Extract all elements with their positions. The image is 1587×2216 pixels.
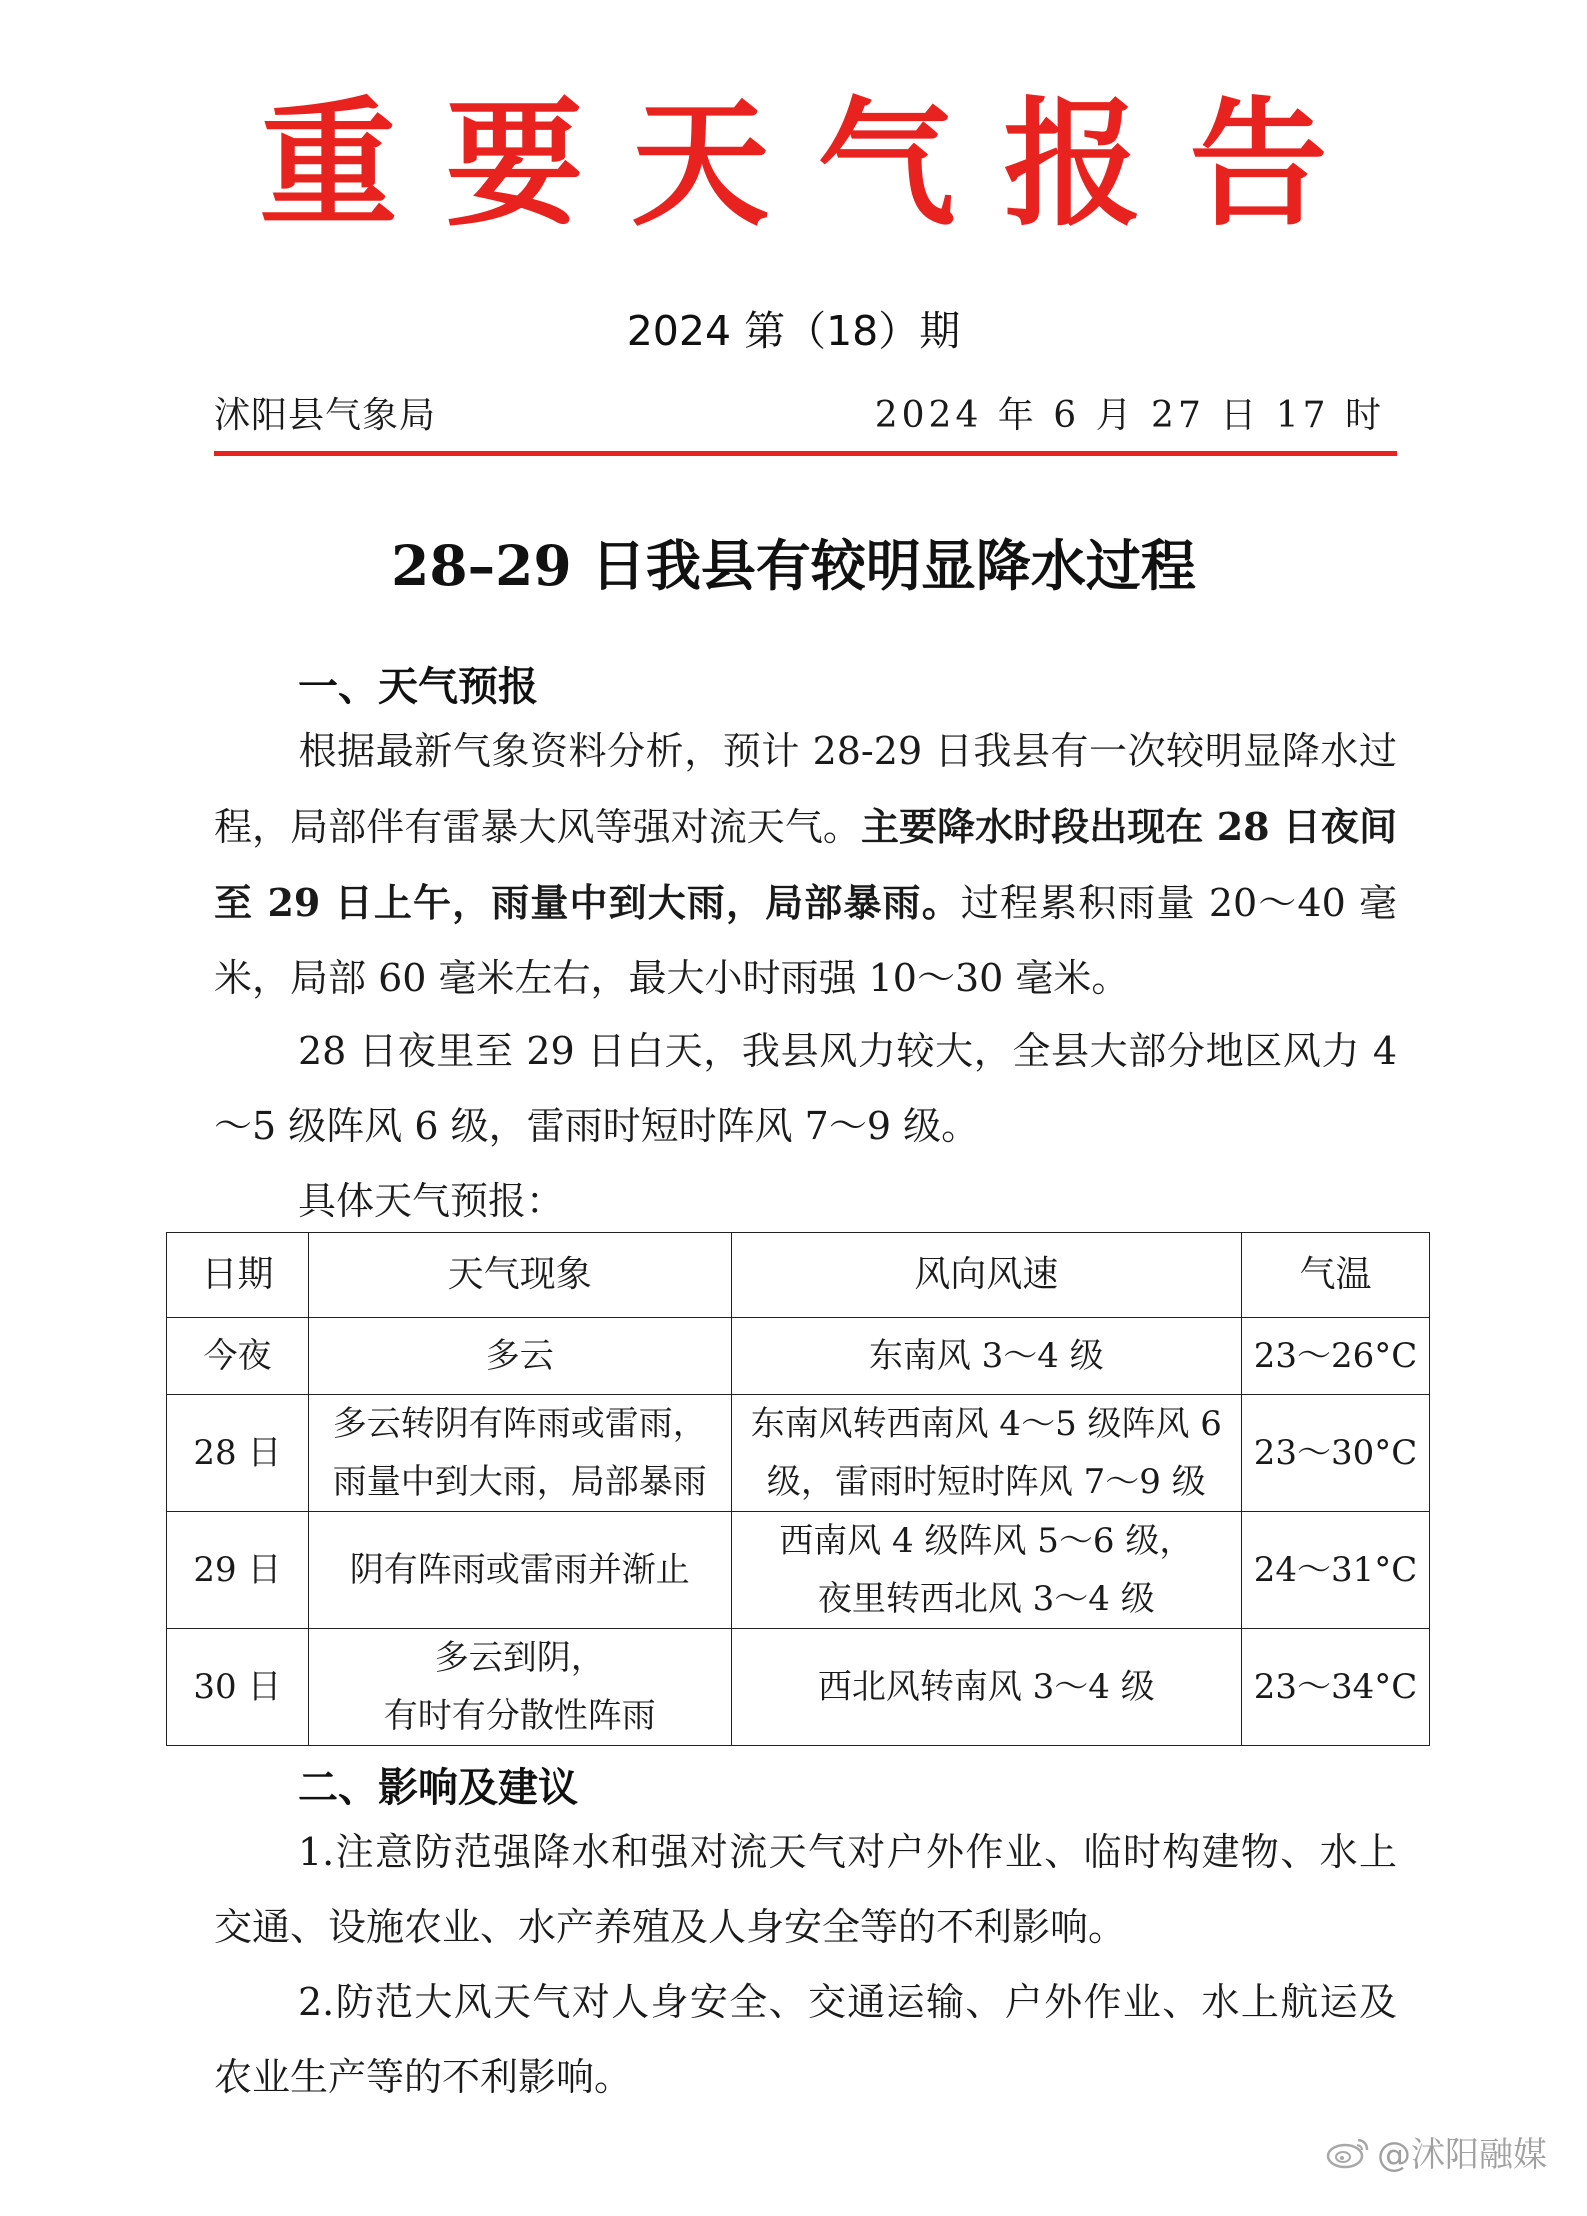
report-headline: 28–29 日我县有较明显降水过程: [391, 533, 1196, 598]
forecast-table: [166, 1232, 1430, 1746]
table-row: [167, 1629, 1430, 1746]
header-wind: 风向风速: [731, 1233, 1242, 1318]
cell-temp: 23～30°C: [1242, 1395, 1430, 1512]
forecast-paragraph-2: [214, 1014, 1397, 1164]
table-row: [167, 1512, 1430, 1629]
table-header-row: [167, 1233, 1430, 1318]
table-row: [167, 1318, 1430, 1395]
issue-datetime: 2024 年 6 月 27 日 17 时: [874, 395, 1385, 436]
cell-date: 今夜: [167, 1318, 309, 1395]
cell-date: 30 日: [167, 1629, 309, 1746]
cell-wind: 西北风转南风 3～4 级: [731, 1629, 1242, 1746]
cell-wind: 东南风转西南风 4～5 级阵风 6 级，雷雨时短时阵风 7～9 级: [731, 1395, 1242, 1512]
header-temp: 气温: [1242, 1233, 1430, 1318]
advice-paragraph-1: [214, 1815, 1397, 1965]
cell-weather: 多云转阴有阵雨或雷雨， 雨量中到大雨，局部暴雨: [308, 1395, 731, 1512]
section-heading-advice: 二、影响及建议: [298, 1765, 578, 1811]
weibo-logo-icon: [1325, 2134, 1371, 2170]
forecast-text-a: 根据最新气象资料分析，预计 28-29 日我县有一次较明显降水过程，局部伴有雷暴大风等强对流天气。: [214, 729, 1397, 849]
watermark-text: @沭阳融媒: [1377, 2135, 1547, 2175]
advice-text-2: 2.防范大风天气对人身安全、交通运输、户外作业、水上航运及农业生产等的不利影响。: [214, 1980, 1397, 2099]
cell-weather: 多云: [308, 1318, 731, 1395]
forecast-text-bold: 主要降水时段出现在 28 日夜间至 29 日上午，雨量中到大雨，局部暴雨。: [214, 804, 1397, 925]
report-masthead: 重要天气报告: [259, 82, 1376, 245]
cell-weather: 多云到阴， 有时有分散性阵雨: [308, 1629, 731, 1746]
red-divider: [214, 451, 1397, 456]
section-heading-forecast: 一、天气预报: [298, 664, 538, 710]
table-row: [167, 1395, 1430, 1512]
cell-weather: 阴有阵雨或雷雨并渐止: [308, 1512, 731, 1629]
cell-temp: 23～34°C: [1242, 1629, 1430, 1746]
cell-date: 29 日: [167, 1512, 309, 1629]
cell-wind: 西南风 4 级阵风 5～6 级， 夜里转西北风 3～4 级: [731, 1512, 1242, 1629]
advice-text-1: 1.注意防范强降水和强对流天气对户外作业、临时构建物、水上交通、设施农业、水产养殖及人身安全等的不利影响。: [214, 1830, 1397, 1949]
issuing-agency: 沭阳县气象局: [214, 395, 437, 436]
cell-temp: 24～31°C: [1242, 1512, 1430, 1629]
header-weather: 天气现象: [308, 1233, 731, 1318]
cell-temp: 23～26°C: [1242, 1318, 1430, 1395]
cell-date: 28 日: [167, 1395, 309, 1512]
table-title-line: [214, 1164, 1397, 1239]
table-title: 具体天气预报：: [298, 1179, 565, 1223]
issue-number: 2024 第（18）期: [626, 307, 961, 355]
watermark: [1325, 2127, 1547, 2176]
cell-wind: 东南风 3～4 级: [731, 1318, 1242, 1395]
forecast-text-b: 过程累积雨量 20～40 毫米，局部 60 毫米左右，最大小时雨强 10～30 毫米。: [214, 881, 1397, 1000]
header-date: 日期: [167, 1233, 309, 1318]
wind-text: 28 日夜里至 29 日白天，我县风力较大，全县大部分地区风力 4～5 级阵风 6 级，雷雨时短时阵风 7～9 级。: [214, 1029, 1397, 1148]
forecast-paragraph-1: [214, 714, 1397, 1016]
advice-paragraph-2: [214, 1965, 1397, 2115]
